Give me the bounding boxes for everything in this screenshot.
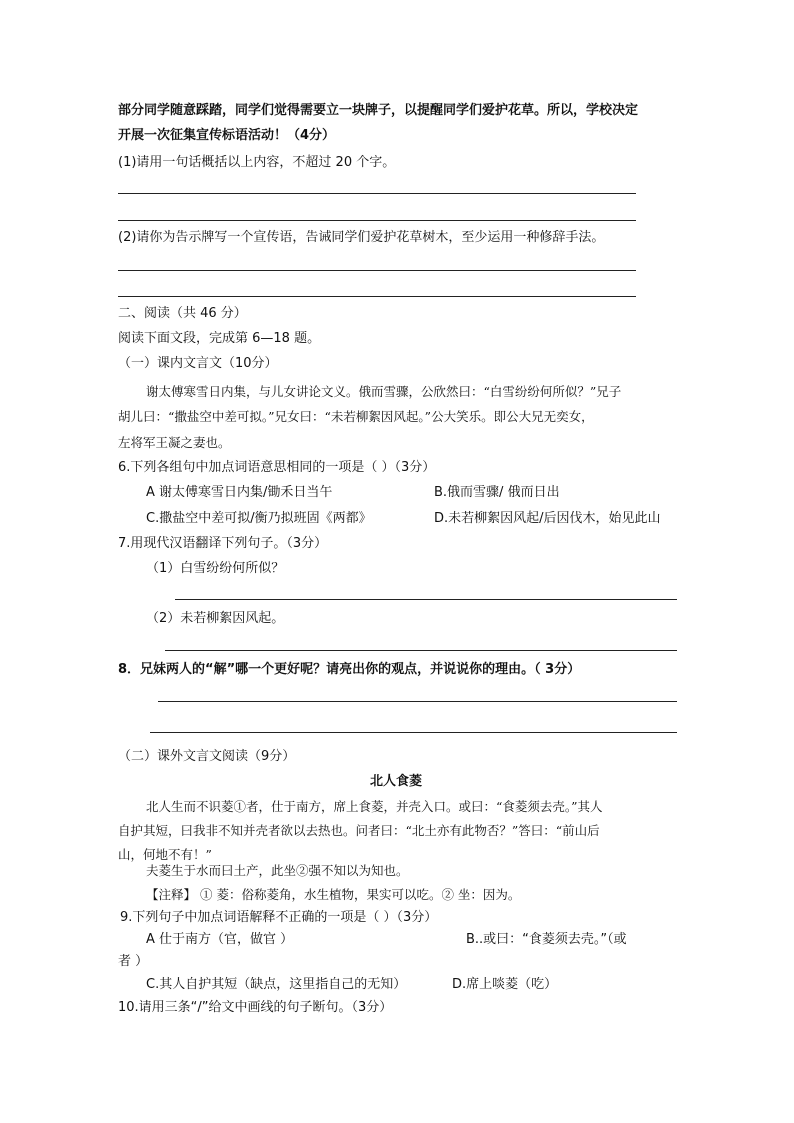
answer-line (118, 296, 636, 297)
section-heading: 二、阅读（共 46 分） (118, 306, 247, 321)
passage-title: 北人食菱 (370, 774, 423, 789)
option-c: C.其人自护其短（缺点，这里指自己的无知） (146, 977, 407, 992)
answer-line (118, 270, 636, 271)
question-7: 7.用现代汉语翻译下列句子。（3分） (118, 536, 328, 551)
answer-line (158, 701, 677, 702)
answer-line (150, 732, 677, 733)
sentence-2: （2）未若柳絮因风起。 (146, 611, 285, 626)
passage-line: 谢太傅寒雪日内集，与儿女讲论文义。俄而雪骤，公欣然曰：“白雪纷纷何所似？”兄子 (146, 384, 622, 399)
answer-line (165, 650, 677, 651)
intro-line-1: 部分同学随意踩踏，同学们觉得需要立一块牌子，以提醒同学们爱护花草。所以，学校决定 (118, 103, 639, 118)
passage-line: 北人生而不识菱①者，仕于南方，席上食菱，并壳入口。或曰：“食菱须去壳。”其人 (146, 799, 603, 814)
passage-line: 夫菱生于水而曰土产，此坐②强不知以为知也。 (146, 863, 409, 878)
question-8: 8．兄妹两人的“解”哪一个更好呢？请亮出你的观点，并说说你的理由。（ 3分） (118, 662, 581, 677)
option-d: D.未若柳絮因风起/后因伐木，始见此山 (434, 511, 661, 526)
question-10: 10.请用三条“/”给文中画线的句子断句。（3分） (118, 1000, 393, 1015)
passage-line: 左将军王凝之妻也。 (118, 435, 231, 450)
option-d: D.席上啖菱（吃） (452, 977, 558, 992)
option-b-continued: 者 ） (118, 954, 149, 969)
option-a: A 谢太傅寒雪日内集/锄禾日当午 (146, 485, 333, 500)
part1-heading: （一）课内文言文（10分） (118, 356, 278, 371)
option-b: B..或曰：“食菱须去壳。”（或 (466, 932, 627, 947)
annotation-note: 【注释】 ① 菱：俗称菱角，水生植物，果实可以吃。② 坐：因为。 (146, 887, 521, 902)
part2-heading: （二）课外文言文阅读（9分） (118, 749, 296, 764)
option-b: B.俄而雪骤/ 俄而日出 (434, 485, 560, 500)
option-c: C.撒盐空中差可拟/衡乃拟班固《两都》 (146, 511, 372, 526)
passage-line: 山，何地不有！” (118, 847, 212, 862)
passage-line: 自护其短，曰我非不知并壳者欲以去热也。问者曰：“北土亦有此物否？”答曰：“前山后 (118, 823, 600, 838)
answer-line (175, 599, 677, 600)
passage-line: 胡儿曰：“撒盐空中差可拟。”兄女曰：“未若柳絮因风起。”公大笑乐。即公大兄无奕女， (118, 409, 594, 424)
answer-line (118, 193, 636, 194)
option-a: A 仕于南方（官，做官 ） (146, 932, 294, 947)
section-instruction: 阅读下面文段，完成第 6—18 题。 (118, 331, 321, 346)
intro-line-2: 开展一次征集宣传标语活动！（4分） (118, 128, 336, 143)
question-9: 9.下列句子中加点词语解释不正确的一项是（ ）（3分） (120, 910, 438, 925)
question-2: (2)请你为告示牌写一个宣传语，告诫同学们爱护花草树木，至少运用一种修辞手法。 (118, 230, 605, 245)
question-1: (1)请用一句话概括以上内容，不超过 20 个字。 (118, 155, 396, 170)
sentence-1: （1）白雪纷纷何所似？ (146, 561, 285, 576)
answer-line (118, 220, 636, 221)
question-6: 6.下列各组句中加点词语意思相同的一项是（ ）（3分） (118, 460, 436, 475)
